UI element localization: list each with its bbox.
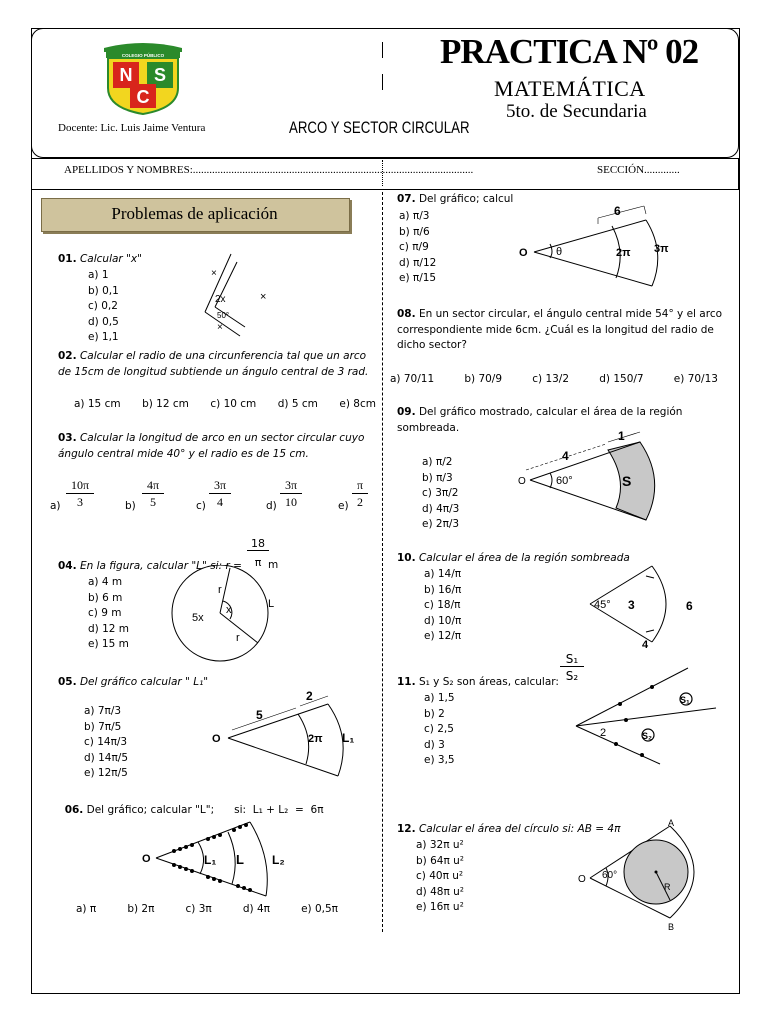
- option[interactable]: c) 13/2: [532, 373, 570, 385]
- label-x: x: [226, 604, 232, 616]
- option[interactable]: e) 8cm: [339, 398, 376, 410]
- options-01: [88, 268, 119, 346]
- option[interactable]: a) 70/11: [390, 373, 435, 385]
- options-07: [399, 209, 436, 287]
- label-1: 1: [618, 429, 625, 443]
- angle-label: 2x: [215, 294, 226, 305]
- label-L1: L₁: [204, 853, 217, 867]
- problem-05: [58, 675, 208, 691]
- problem-08: [397, 307, 724, 354]
- label-5: 5: [256, 708, 263, 722]
- option[interactable]: b) π/3: [422, 471, 453, 484]
- problem-number: 06.: [64, 803, 84, 816]
- label-R: R: [664, 882, 671, 892]
- logo-top-text: COLEGIO PÚBLICO: [121, 53, 165, 58]
- problem-number: 08.: [397, 308, 416, 320]
- problem-number: 01.: [58, 253, 77, 265]
- option[interactable]: a) 1: [88, 269, 109, 281]
- section-title: Problemas de aplicación: [111, 204, 278, 223]
- problem-text: Del gráfico; calcul: [418, 193, 514, 205]
- fraction-num: π: [352, 478, 368, 494]
- label-theta: θ: [556, 246, 563, 258]
- option[interactable]: c) 10 cm: [210, 398, 257, 410]
- logo-n: N: [119, 65, 133, 85]
- problem-number: 07.: [397, 193, 416, 205]
- option[interactable]: e) 15 m: [88, 638, 129, 650]
- topic-title: ARCO Y SECTOR CIRCULAR: [289, 118, 470, 137]
- option[interactable]: d) 150/7: [599, 373, 644, 385]
- fraction-num: 18: [247, 537, 269, 551]
- fraction-den: 10: [285, 495, 297, 509]
- svg-text:×: ×: [260, 291, 267, 303]
- fraction-num: S₁: [560, 652, 584, 667]
- label-L: L: [268, 598, 275, 610]
- divider-mark: [382, 74, 383, 90]
- option[interactable]: c) 2,5: [424, 723, 454, 735]
- option[interactable]: b) 2π: [127, 903, 155, 915]
- option[interactable]: d) 3: [424, 738, 445, 751]
- problem-text: En la figura, calcular "L" si:: [79, 560, 223, 572]
- option[interactable]: b) 16/π: [424, 583, 462, 596]
- option[interactable]: d) 5 cm: [277, 398, 318, 410]
- option[interactable]: b) 2: [424, 707, 445, 720]
- figure-06: [138, 812, 308, 904]
- problem-number: 10.: [397, 552, 416, 564]
- option[interactable]: e) 2π/3: [422, 518, 460, 530]
- problem-text: En un sector circular, el ángulo central mide 54° y el arco correspondiente mide 6cm. ¿Cuál es la longitud del radio de dicho sector?: [397, 308, 723, 351]
- option[interactable]: a) π: [76, 903, 97, 915]
- fraction-den: S₂: [565, 669, 579, 683]
- label-r: r: [218, 584, 222, 596]
- figure-05: [210, 686, 370, 786]
- figure-11: [570, 662, 720, 772]
- problem-number: 05.: [58, 676, 77, 688]
- label-o: O: [578, 874, 586, 885]
- label-L2: L₂: [272, 853, 285, 867]
- label-L: L: [236, 852, 244, 867]
- practice-title: PRACTICA Nº 02: [440, 32, 699, 71]
- options-11: [424, 691, 455, 769]
- figure-01: [195, 252, 285, 340]
- label-o: O: [212, 733, 221, 745]
- option[interactable]: a) 15 cm: [74, 398, 121, 410]
- option[interactable]: c) 0,2: [88, 300, 118, 312]
- option[interactable]: b) 70/9: [464, 373, 503, 385]
- fraction-den: 3: [77, 495, 83, 509]
- option[interactable]: b): [125, 500, 136, 512]
- teacher-name: Docente: Lic. Luis Jaime Ventura: [58, 122, 206, 134]
- label-3pi: 3π: [654, 243, 669, 255]
- fraction-den: 5: [150, 495, 156, 509]
- option[interactable]: a) 7π/3: [84, 705, 122, 717]
- option[interactable]: d) 14π/5: [84, 751, 128, 764]
- problem-text: Del gráfico calcular " L₁": [79, 676, 209, 688]
- label-2: 2: [600, 727, 607, 739]
- options-03: [50, 478, 370, 518]
- problem-03: [58, 431, 375, 462]
- fraction-den: 2: [357, 495, 363, 509]
- label-2pi: 2π: [308, 733, 323, 745]
- option[interactable]: d): [266, 500, 277, 512]
- grade-label: 5to. de Secundaria: [506, 101, 647, 122]
- options-02: [74, 397, 376, 413]
- label-r-bottom: r: [236, 632, 240, 644]
- problem-text: Del gráfico; calcular "L"; si: L₁ + L₂ = 6π: [86, 803, 324, 816]
- option[interactable]: a) π/3: [399, 210, 430, 222]
- problem-01: [58, 252, 142, 268]
- label-6: 6: [614, 204, 621, 218]
- problem-number: 02.: [58, 350, 77, 362]
- label-60: 60°: [602, 870, 618, 881]
- option[interactable]: a) 32π u²: [416, 839, 464, 851]
- figure-10: [584, 562, 704, 654]
- problem-number: 11.: [397, 676, 416, 688]
- options-04: [88, 575, 129, 653]
- names-field[interactable]: APELLIDOS Y NOMBRES:......................................................................................................: [64, 164, 474, 176]
- label-B: B: [668, 922, 675, 932]
- option[interactable]: b) 64π u²: [416, 854, 464, 867]
- angle-label-2: 50°: [217, 311, 230, 320]
- label-o: O: [519, 247, 528, 259]
- options-08: [390, 372, 718, 388]
- logo-s: S: [153, 65, 167, 85]
- logo-c: C: [136, 87, 150, 107]
- problem-number: 03.: [58, 432, 77, 444]
- option[interactable]: d) 12 m: [88, 622, 130, 635]
- problem-11: [397, 675, 559, 691]
- options-09: [422, 455, 459, 533]
- option[interactable]: d) 0,5: [88, 315, 119, 328]
- option[interactable]: c) 3π/2: [422, 487, 459, 499]
- label-3: 3: [628, 598, 635, 612]
- option[interactable]: e) 12/π: [424, 630, 462, 642]
- option[interactable]: b) 12 cm: [142, 398, 189, 410]
- label-6: 6: [686, 599, 693, 613]
- fraction-num: 10π: [66, 478, 94, 494]
- option[interactable]: c) 18/π: [424, 599, 461, 611]
- option[interactable]: e) π/15: [399, 272, 437, 284]
- option[interactable]: e) 3,5: [424, 754, 455, 766]
- option[interactable]: e) 12π/5: [84, 767, 128, 779]
- problem-02: [58, 349, 375, 380]
- problem-number: 04.: [58, 560, 77, 572]
- column-divider: [382, 192, 383, 932]
- label-2: 2: [306, 689, 313, 703]
- figure-04: [168, 565, 288, 665]
- option[interactable]: a) π/2: [422, 456, 453, 468]
- option[interactable]: c) 9 m: [88, 607, 122, 619]
- options-12: [416, 838, 464, 916]
- label-s2: S₂: [642, 731, 653, 741]
- option[interactable]: a) 4 m: [88, 576, 123, 588]
- label-4: 4: [642, 639, 649, 651]
- fraction-num: 3π: [280, 478, 302, 494]
- option[interactable]: b) π/6: [399, 225, 430, 238]
- option[interactable]: e): [338, 500, 349, 512]
- label-s1: S₁: [680, 695, 690, 705]
- problem-text: Del gráfico mostrado, calcular el área de la región sombreada.: [397, 406, 683, 434]
- option[interactable]: d) 48π u²: [416, 885, 464, 898]
- option[interactable]: d) 4π/3: [422, 502, 460, 515]
- option[interactable]: c) 3π: [185, 903, 212, 915]
- condition: r =: [225, 560, 242, 572]
- problem-text: Calcular "x": [79, 253, 142, 265]
- label-4: 4: [562, 449, 569, 463]
- option[interactable]: a) 14/π: [424, 568, 462, 580]
- option[interactable]: b) 0,1: [88, 284, 119, 297]
- option[interactable]: e) 16π u²: [416, 901, 464, 913]
- label-S: S: [622, 473, 632, 489]
- figure-12: [572, 814, 722, 934]
- svg-text:×: ×: [211, 268, 217, 279]
- svg-text:×: ×: [217, 322, 223, 333]
- school-logo: [100, 38, 186, 116]
- options-06: [76, 902, 338, 918]
- option[interactable]: b) 6 m: [88, 591, 123, 604]
- label-45: 45°: [594, 599, 611, 611]
- problem-07: [397, 192, 513, 208]
- option[interactable]: d) π/12: [399, 256, 437, 269]
- divider-mark: [382, 42, 383, 58]
- fraction-den: 4: [217, 495, 223, 509]
- problem-number: 12.: [397, 823, 416, 835]
- figure-07: [516, 200, 696, 300]
- option[interactable]: e) 0,5π: [301, 903, 338, 915]
- label-L1: L₁: [342, 731, 355, 745]
- option[interactable]: c) 14π/3: [84, 736, 128, 748]
- options-05: [84, 704, 128, 782]
- option[interactable]: c) π/9: [399, 241, 429, 253]
- subject-title: MATEMÁTICA: [494, 76, 646, 101]
- label-A: A: [668, 818, 675, 828]
- options-10: [424, 567, 461, 645]
- fraction-num: 3π: [209, 478, 231, 494]
- label-2pi: 2π: [616, 247, 631, 259]
- problem-text: S₁ y S₂ son áreas, calcular:: [418, 676, 559, 688]
- option[interactable]: b) 7π/5: [84, 720, 122, 733]
- option[interactable]: d) 10/π: [424, 614, 462, 627]
- option[interactable]: d) 4π: [242, 903, 270, 915]
- fraction-den: π: [254, 556, 262, 569]
- figure-09: [516, 428, 686, 528]
- fraction-num: 4π: [142, 478, 164, 494]
- label-o: O: [142, 853, 151, 865]
- label-o: O: [518, 476, 526, 487]
- option[interactable]: e) 1,1: [88, 331, 119, 343]
- option[interactable]: a): [50, 500, 61, 512]
- option[interactable]: c) 40π u²: [416, 870, 464, 882]
- row-divider: [382, 160, 384, 186]
- option[interactable]: a) 1,5: [424, 692, 455, 704]
- problem-text: Calcular la longitud de arco en un sector circular cuyo ángulo central mide 40° y el radio es de 15 cm.: [58, 432, 365, 460]
- unit: m: [268, 559, 279, 571]
- problem-number: 09.: [397, 406, 416, 418]
- problem-text: Calcular el área del círculo si: AB = 4π: [418, 823, 621, 835]
- problem-text: Calcular el área de la región sombreada: [418, 552, 630, 564]
- label-60: 60°: [556, 475, 573, 487]
- section-field[interactable]: SECCIÓN.............: [597, 164, 680, 176]
- option[interactable]: e) 70/13: [673, 373, 718, 385]
- problem-text: Calcular el radio de una circunferencia tal que un arco de 15cm de longitud subtiende un ángulo central de 3 rad.: [58, 350, 369, 378]
- option[interactable]: c): [196, 500, 206, 512]
- label-5x: 5x: [192, 612, 204, 624]
